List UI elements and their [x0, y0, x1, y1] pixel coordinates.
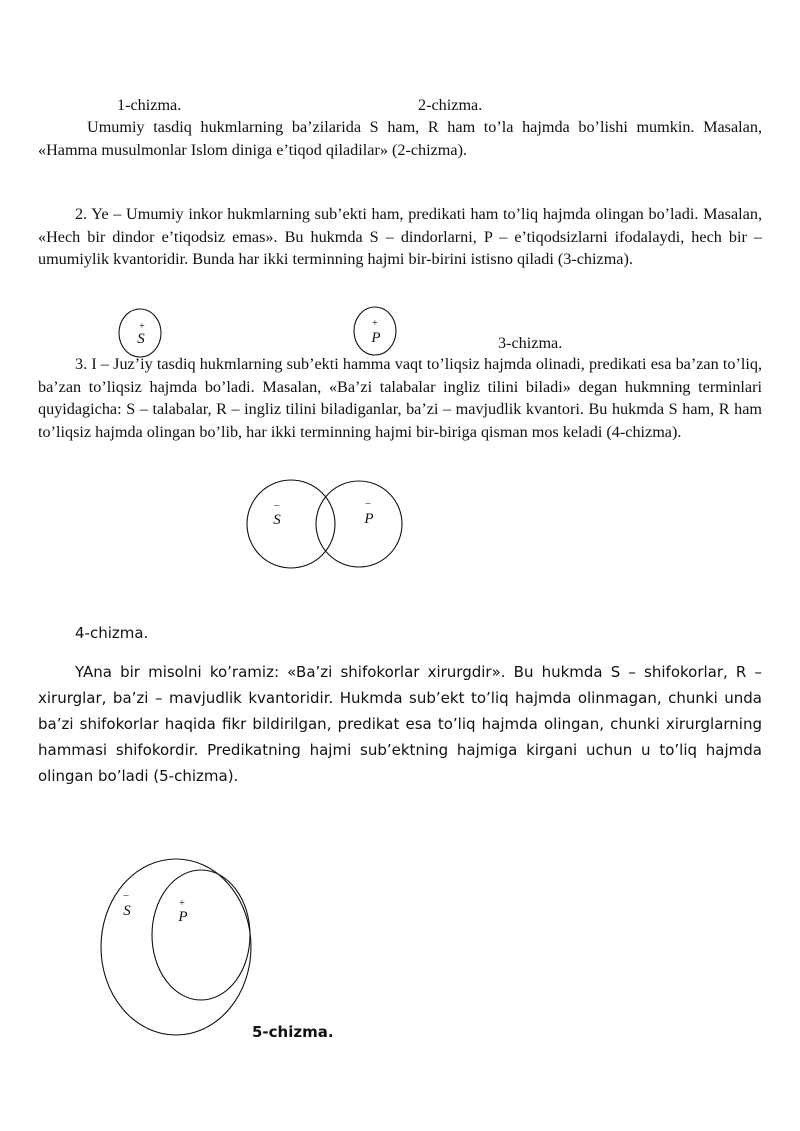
term-label-s: S [273, 512, 281, 528]
venn-circle-p [152, 870, 250, 1000]
term-label-p: P [364, 511, 374, 527]
paragraph-3: 3. I – Juz’iy tasdiq hukmlarning sub’ekti hamma vaqt to’liqsiz hajmda olinadi, predikati esa ba’zan to’liq, ba’zan to’liqsiz hajmda bo’ladi. Masalan, «Ba’zi talabalar ingliz tilini biladi» degan hukmning terminlari quyidagicha: S – talabalar, R – ingliz tilini biladiganlar, ba’zi – mavjudlik kvantori. Bu hukmda S ham, R ham to’liqsiz hajmda olingan bo’lib, har ikki terminning hajmi bir-biriga qisman mos keladi (4-chizma). [38, 355, 762, 441]
caption-fig3: 3-chizma. [498, 334, 563, 352]
distribution-mark-p: + [372, 318, 378, 329]
caption-fig2: 2-chizma. [418, 96, 483, 114]
distribution-mark-s: – [274, 500, 280, 511]
term-label-p: P [371, 330, 381, 346]
distribution-mark-s: – [123, 890, 129, 901]
distribution-mark-p: – [365, 498, 371, 509]
caption-fig4: 4-chizma. [75, 624, 149, 642]
paragraph-2: 2. Ye – Umumiy inkor hukmlarning sub’ekti ham, predikati ham to’liq hajmda olingan bo’ladi. Masalan, «Hech bir dindor e’tiqodsiz emas». Bu hukmda S – dindorlarni, P – e’tiqodsizlarni ifodalaydi, hech bir – umumiylik kvantoridir. Bunda har ikki terminning hajmi bir-birini istisno qiladi (3-chizma). [38, 205, 762, 268]
paragraph-4: YAna bir misolni ko’ramiz: «Ba’zi shifokorlar xirurgdir». Bu hukmda S – shifokorlar, R – xirurglar, ba’zi – mavjudlik kvantoridir. Hukmda sub’ekt to’liq hajmda olinmagan, chunki unda ba’zi shifokorlar haqida fikr bildirilgan, predikat esa to’liq hajmda olingan, chunki xirurglarning hammasi shifokordir. Predikatning hajmi sub’ektning hajmiga kirgani uchun u to’liq hajmda olingan bo’ladi (5-chizma). [38, 663, 762, 785]
term-label-s: S [137, 331, 145, 347]
caption-fig5: 5-chizma. [252, 1023, 334, 1041]
term-label-s: S [123, 903, 131, 919]
venn-circle-s [101, 859, 251, 1035]
paragraph-1: Umumiy tasdiq hukmlarning ba’zilarida S ham, R ham to’la hajmda bo’lishi mumkin. Masalan, «Hamma musulmonlar Islom diniga e’tiqod qiladilar» (2-chizma). [38, 118, 762, 159]
caption-fig1: 1-chizma. [117, 96, 182, 114]
distribution-mark-s: + [139, 321, 145, 332]
distribution-mark-p: + [179, 898, 185, 909]
term-label-p: P [178, 909, 188, 925]
